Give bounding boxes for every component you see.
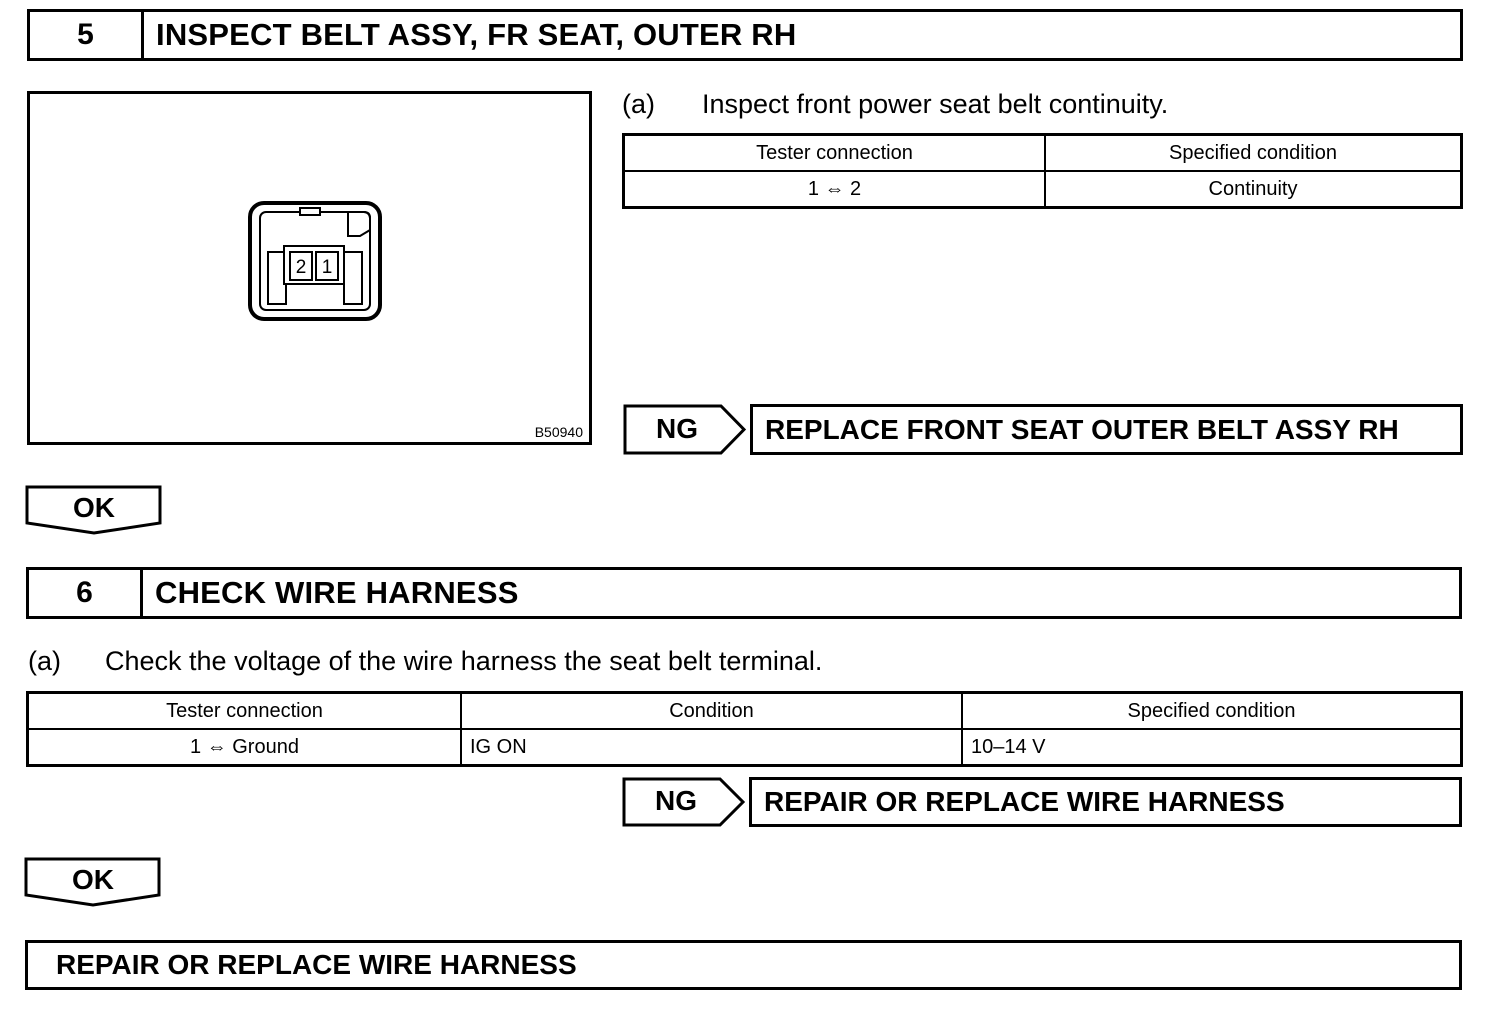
table-header-cell: Specified condition bbox=[962, 693, 1462, 730]
step-6-sub-label: (a) bbox=[28, 646, 61, 676]
table-row bbox=[28, 729, 1462, 766]
step-6-sub-text: Check the voltage of the wire harness the seat belt terminal. bbox=[105, 646, 823, 676]
table-header-cell: Specified condition bbox=[1045, 135, 1462, 172]
table-cell: 1 ⇔ Ground bbox=[28, 729, 462, 766]
table-header-row bbox=[624, 135, 1462, 172]
step-6-ng-action: REPAIR OR REPLACE WIRE HARNESS bbox=[749, 777, 1462, 827]
table-header-row bbox=[28, 693, 1462, 730]
step-5-ng-arrow bbox=[623, 404, 747, 455]
step-6-ok-arrow bbox=[24, 857, 162, 907]
table-header-cell: Tester connection bbox=[28, 693, 462, 730]
connector-diagram bbox=[30, 94, 589, 442]
step-6-title: CHECK WIRE HARNESS bbox=[155, 575, 519, 610]
step-6-instruction bbox=[28, 646, 1428, 677]
step-5-header bbox=[27, 9, 1463, 61]
table-cell: 10–14 V bbox=[962, 729, 1462, 766]
step-5-spec-table bbox=[622, 133, 1463, 209]
ok-label: OK bbox=[72, 864, 114, 895]
step-5-sub-label: (a) bbox=[622, 89, 655, 119]
table-cell: Continuity bbox=[1045, 171, 1462, 208]
step-5-instruction bbox=[622, 89, 1462, 120]
step-5-ng-action: REPLACE FRONT SEAT OUTER BELT ASSY RH bbox=[750, 404, 1463, 455]
ok-label: OK bbox=[73, 492, 115, 523]
step-5-title: INSPECT BELT ASSY, FR SEAT, OUTER RH bbox=[156, 17, 797, 52]
step-6-number: 6 bbox=[29, 570, 143, 616]
table-cell: 1 ⇔ 2 bbox=[624, 171, 1046, 208]
step-6-spec-table bbox=[26, 691, 1463, 767]
step-6-header bbox=[26, 567, 1462, 619]
table-row bbox=[624, 171, 1462, 208]
pin-2-label: 2 bbox=[295, 257, 307, 278]
step-5-number: 5 bbox=[30, 12, 144, 58]
ng-label: NG bbox=[656, 413, 698, 444]
step-6-ng-arrow bbox=[622, 777, 746, 827]
final-action: REPAIR OR REPLACE WIRE HARNESS bbox=[25, 940, 1462, 990]
figure-code: B50940 bbox=[534, 424, 583, 440]
table-header-cell: Condition bbox=[461, 693, 962, 730]
pin-1-label: 1 bbox=[321, 257, 333, 278]
connector-figure bbox=[27, 91, 592, 445]
step-5-ok-arrow bbox=[25, 485, 163, 535]
step-5-sub-text: Inspect front power seat belt continuity. bbox=[702, 89, 1169, 119]
table-cell: IG ON bbox=[461, 729, 962, 766]
table-header-cell: Tester connection bbox=[624, 135, 1046, 172]
ng-label: NG bbox=[655, 785, 697, 816]
